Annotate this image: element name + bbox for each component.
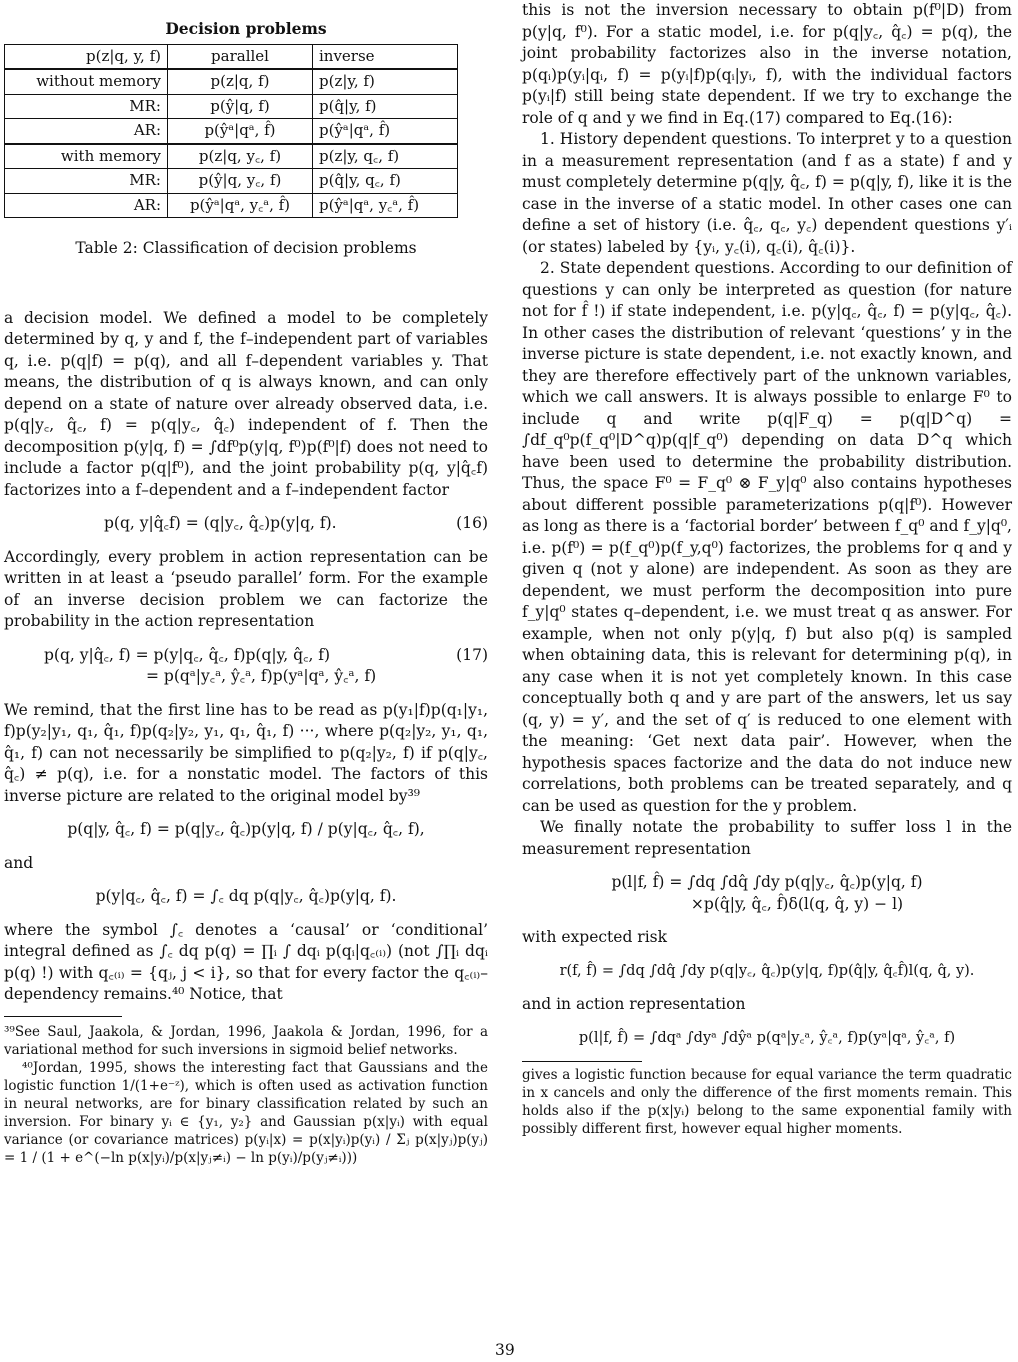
paragraph: a decision model. We defined a model to be completely determined by q, y and f, the f–independent part of variables q, i.e. p(q|f) = p(q), and all f–dependent variables y. That means, the distribution of q is always known, and can only depend on a state of nature over already observed data, i.e. p(q|y꜀, q̂꜀, f) = p(q|y꜀, q̂꜀) independent of f. Then the decomposition p(y|q, f) = ∫df⁰p(y|q, f⁰)p(f⁰|f) does not need to include a factor p(q|f⁰), and the joint probability p(q, y|q̂꜀f) factorizes into a f–dependent and a f–independent factor [4, 308, 488, 499]
table-cell: with memory [5, 144, 168, 169]
footnote-39: ³⁹See Saul, Jaakola, & Jordan, 1996, Jaakola & Jordan, 1996, for a variational method for such inversions in sigmoid belief networks. [4, 1023, 488, 1058]
equation-number: (17) [456, 645, 488, 664]
paragraph: Accordingly, every problem in action representation can be written in at least a ‘pseudo parallel’ form. For the example of an inverse decision problem we can factorize the probability in the action representation [4, 547, 488, 630]
equation-risk [522, 961, 1012, 983]
paragraph: and in action representation [522, 995, 746, 1013]
table-cell: MR: [5, 169, 168, 194]
table-row [5, 69, 458, 94]
table-row [5, 144, 458, 169]
table-header-row [5, 44, 458, 69]
equation-number: (16) [456, 514, 488, 532]
equation-line: ×p(q̂|y, q̂꜀, f̂)δ(l(q, q̂, y) − l) [690, 894, 904, 913]
paragraph: where the symbol ∫꜀ denotes a ‘causal’ or ‘conditional’ integral defined as ∫꜀ dq p(q) = ∏ᵢ ∫ dqᵢ p(qᵢ|q꜀₍ᵢ₎) (not ∫∏ᵢ dqᵢ p(q) !) with q꜀₍ᵢ₎ = {qⱼ, j < i}, so that for every factor the q꜀₍ᵢ₎–dependency remains.⁴⁰ Notice, that [4, 920, 488, 1003]
table-cell: AR: [5, 193, 168, 218]
equation-16 [4, 513, 488, 535]
table-cell: p(q̂|y, f) [313, 94, 458, 119]
table-cell: p(z|q, f) [168, 69, 313, 94]
equation-body: p(y|q꜀, q̂꜀, f) = ∫꜀ dq p(q|y꜀, q̂꜀)p(y|q, f). [95, 887, 397, 905]
equation-inverse [4, 819, 488, 841]
list-item: 1. History dependent questions. To interpret y to a question in a measurement representation (and f as a state) f and y must completely determine p(q|y, q̂꜀, f) = p(q|y, f), like it is the case in the inverse of a static model. In other cases one can define a set of history (i.e. q̂꜀, q꜀, y꜀) dependent questions y′ᵢ (or states) labeled by {yᵢ, y꜀(i), q꜀(i), q̂꜀(i)}. [522, 130, 1012, 256]
footnote-40: ⁴⁰Jordan, 1995, shows the interesting fact that Gaussians and the logistic function 1/(1+e⁻ᶻ), which is often used as activation function in neural networks, are for binary classification related by such an inversion. For binary yᵢ ∈ {y₁, y₂} and Gaussian p(x|yᵢ) with equal variance (or covariance matrices) p(yᵢ|x) = p(x|yᵢ)p(yᵢ) / Σⱼ p(x|yⱼ)p(yⱼ) = 1 / (1 + e^(−ln p(x|yᵢ)/p(x|yⱼ≠ᵢ) − ln p(yᵢ)/p(yⱼ≠ᵢ))) [4, 1059, 488, 1166]
table-cell: p(ŷ|q, y꜀, f) [168, 169, 313, 194]
footnote-rule [522, 1061, 642, 1062]
paragraph-and: and [4, 853, 34, 872]
equation-line: p(l|f, f̂) = ∫dq ∫dq̂ ∫dy p(q|y꜀, q̂꜀)p(y|q, f) [611, 873, 923, 891]
table-cell: AR: [5, 119, 168, 144]
equation-line: = p(qᵃ|y꜀ᵃ, ŷ꜀ᵃ, f)p(yᵃ|qᵃ, ŷ꜀ᵃ, f) [146, 667, 377, 685]
equation-line: p(q, y|q̂꜀, f) = p(y|q꜀, q̂꜀, f)p(q|y, q̂꜀, f) [44, 645, 331, 664]
equation-17 [4, 645, 488, 688]
paragraph: this is not the inversion necessary to obtain p(f⁰|D) from p(y|q, f⁰). For a static model, i.e. for p(q|y꜀, q̂꜀) = p(q), the joint probability factorizes also in the inverse notation, p(qᵢ)p(yᵢ|qᵢ, f) = p(yᵢ|f)p(qᵢ|yᵢ, f), with the individual factors p(yᵢ|f) still being state dependent. If we try to exchange the role of q and y we find in Eq.(17) compared to Eq.(16): [522, 1, 1012, 127]
footnote-continuation: gives a logistic function because for equal variance the term quadratic in x cancels and only the difference of the first moments remain. This holds also if the p(x|yᵢ) belong to the same exponential family with possibly different first, however equal higher moments. [522, 1067, 1012, 1137]
left-column [4, 0, 488, 1167]
table-header-cell: parallel [168, 44, 313, 69]
equation-body: p(q, y|q̂꜀f) = (q|y꜀, q̂꜀)p(y|q, f). [104, 514, 337, 532]
table-cell: p(z|y, q꜀, f) [313, 144, 458, 169]
table-header-cell: p(z|q, y, f) [5, 44, 168, 69]
table-row [5, 193, 458, 218]
table-cell: p(z|q, y꜀, f) [168, 144, 313, 169]
table-cell: p(ŷᵃ|qᵃ, f̂) [168, 119, 313, 144]
table-title: Decision problems [165, 19, 327, 38]
table-cell: p(ŷᵃ|qᵃ, f̂) [313, 119, 458, 144]
table-cell: p(z|y, f) [313, 69, 458, 94]
equation-body: p(l|f, f̂) = ∫dqᵃ ∫dyᵃ ∫dŷᵃ p(qᵃ|y꜀ᵃ, ŷ꜀ᵃ, f)p(yᵃ|qᵃ, ŷ꜀ᵃ, f) [578, 1029, 956, 1046]
list-item: 2. State dependent questions. According to our definition of questions y can only be interpreted as question (for nature not for f̂ !) if state independent, i.e. p(y|q꜀, q̂꜀, f) = p(y|q꜀, q̂꜀). In other cases the distribution of relevant ‘questions’ y in the inverse picture is state dependent, i.e. not exactly known, and they are therefore effectively part of the unknown variables, which we call answers. It is always possible to enlarge F⁰ to include q and write p(q|F_q) = p(q|D^q) = ∫df_q⁰p(f_q⁰|D^q)p(q|f_q⁰) depending on data D^q which have been used to determine the probability distribution. Thus, the space F⁰ = F_q⁰ ⊗ F_y|q⁰ also contains hypotheses about different possible parameterizations p(q|f⁰). However as long as there is a ‘factorial border’ between f_q⁰ and f_y|q⁰, i.e. p(f⁰) = p(f_q⁰)p(f_y,q⁰) factorizes, the problems for q and y given q (not y alone) are independent. As soon as they are dependent, we must perform the decomposition into pure f_y|q⁰ states q–dependent, i.e. we must treat q as answer. For example, when not only p(y|q, f) but also p(q) is sampled when obtaining data, this is relevant for determining p(q), in any case when it is not yet completely known. In this case conceptually both q and y are part of the answers, let us say (q, y) = y′, and the set of q′ is reduced to one element with the meaning: ‘Get next data pair’. However, when the hypothesis spaces factorize and the data do not induce new correlations, both problems can be treated separately, and q can be used as question for the y problem. [522, 259, 1012, 815]
table-header-cell: inverse [313, 44, 458, 69]
equation-loss [522, 872, 1012, 915]
table-caption: Table 2: Classification of decision problems [75, 239, 417, 257]
table-cell: p(q̂|y, q꜀, f) [313, 169, 458, 194]
table-row [5, 169, 458, 194]
table-row [5, 94, 458, 119]
paragraph: We finally notate the probability to suffer loss l in the measurement representation [522, 818, 1012, 858]
table-row [5, 119, 458, 144]
table-cell: MR: [5, 94, 168, 119]
equation-body: p(q|y, q̂꜀, f) = p(q|y꜀, q̂꜀)p(y|q, f) / p(y|q꜀, q̂꜀, f), [67, 820, 425, 838]
footnote-rule [4, 1016, 122, 1017]
table-cell: p(ŷᵃ|qᵃ, y꜀ᵃ, f̂) [313, 193, 458, 218]
paragraph: We remind, that the first line has to be read as p(y₁|f)p(q₁|y₁, f)p(y₂|y₁, q₁, q̂₁, f)p(q₂|y₂, y₁, q₁, q̂₁, f) ···, where p(q₂|y₂, y₁, q₁, q̂₁, f) can not necessarily be simplified to p(q₂|y₂, f) if p(q|y꜀, q̂꜀) ≠ p(q), i.e. for a nonstatic model. The factors of this inverse picture are related to the original model by³⁹ [4, 700, 488, 805]
right-column [522, 0, 1012, 1138]
equation-marginal [4, 886, 488, 908]
equation-action [522, 1028, 1012, 1050]
table-cell: without memory [5, 69, 168, 94]
page-number: 39 [495, 1341, 515, 1359]
table-cell: p(ŷ|q, f) [168, 94, 313, 119]
equation-body: r(f, f̂) = ∫dq ∫dq̂ ∫dy p(q|y꜀, q̂꜀)p(y|q, f)p(q̂|y, q̂꜀f̂)l(q, q̂, y). [559, 962, 975, 979]
paragraph: with expected risk [522, 928, 668, 946]
table-cell: p(ŷᵃ|qᵃ, y꜀ᵃ, f̂) [168, 193, 313, 218]
decision-table [4, 44, 458, 219]
